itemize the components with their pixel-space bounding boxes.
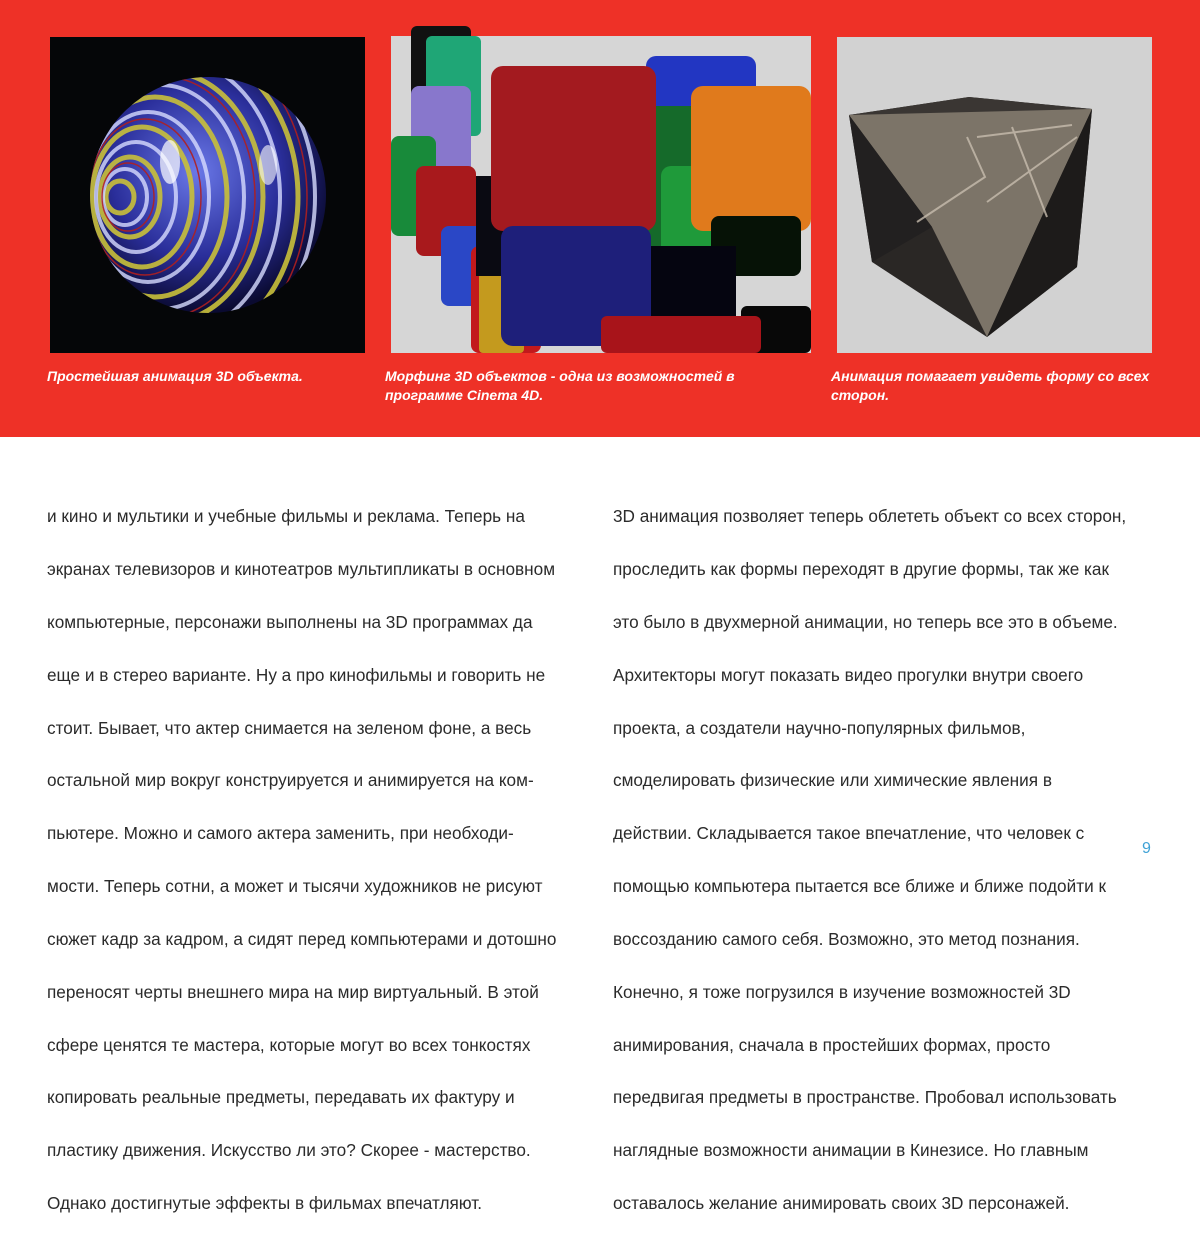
text-line: это было в двухмерной анимации, но теперь все это в объеме. xyxy=(613,612,1118,633)
page-number: 9 xyxy=(1142,840,1151,857)
text-line: копировать реальные предметы, передавать их фактуру и xyxy=(47,1087,515,1108)
text-line: оставалось желание анимировать своих 3D персонажей. xyxy=(613,1192,1070,1213)
text-line: 3D анимация позволяет теперь облететь объект со всех сторон, xyxy=(613,506,1127,527)
text-line: Конечно, я тоже погрузился в изучение возможностей 3D xyxy=(613,981,1071,1002)
spiral-sphere-image xyxy=(50,37,365,353)
text-line: проекта, а создатели научно-популярных фильмов, xyxy=(613,717,1026,738)
text-line: сюжет кадр за кадром, а сидят перед компьютерами и дотошно xyxy=(47,928,557,949)
textured-cube-image xyxy=(837,37,1152,353)
text-line: действии. Складывается такое впечатление, что человек с xyxy=(613,823,1085,844)
text-line: передвигая предметы в пространстве. Пробовал использовать xyxy=(613,1087,1117,1108)
text-line: еще и в стерео варианте. Ну а про кинофильмы и говорить не xyxy=(47,664,546,685)
text-line: проследить как формы переходят в другие формы, так же как xyxy=(613,559,1110,580)
text-line: Однако достигнутые эффекты в фильмах впечатляют. xyxy=(47,1192,483,1213)
text-line: мости. Теперь сотни, а может и тысячи художников не рисуют xyxy=(47,876,543,897)
text-line: пьютере. Можно и самого актера заменить, при необходи- xyxy=(47,823,514,844)
figure-caption-3: Анимация помагает увидеть форму со всех сторон. xyxy=(831,368,1150,403)
body-column-left xyxy=(47,477,592,1243)
morphing-cubes-image xyxy=(391,36,811,353)
text-line: сфере ценятся те мастера, которые могут во всех тонкостях xyxy=(47,1034,531,1055)
text-line: смоделировать физические или химические явления в xyxy=(613,770,1052,791)
text-line: анимирования, сначала в простейших формах, просто xyxy=(613,1034,1051,1055)
text-line: Архитекторы могут показать видео прогулки внутри своего xyxy=(613,664,1084,685)
figure-caption-1: Простейшая анимация 3D объекта. xyxy=(47,368,303,384)
figure-caption-2: Морфинг 3D объектов - одна из возможностей в программе Cinema 4D. xyxy=(385,368,735,403)
text-line: наглядные возможности анимации в Кинезисе. Но главным xyxy=(613,1140,1089,1161)
text-line: помощью компьютера пытается все ближе и ближе подойти к xyxy=(613,876,1106,897)
text-line: компьютерные, персонажи выполнены на 3D программах да xyxy=(47,612,533,633)
text-line: пластику движения. Искусство ли это? Скорее - мастерство. xyxy=(47,1140,531,1161)
text-line: экранах телевизоров и кинотеатров мультипликаты в основном xyxy=(47,559,556,580)
text-line: воссозданию самого себя. Возможно, это метод познания. xyxy=(613,928,1080,949)
body-column-right xyxy=(613,477,1163,1243)
text-line: и кино и мультики и учебные фильмы и реклама. Теперь на xyxy=(47,506,525,527)
text-line: переносят черты внешнего мира на мир виртуальный. В этой xyxy=(47,981,539,1002)
text-line: остальной мир вокруг конструируется и анимируется на ком- xyxy=(47,770,534,791)
text-line: стоит. Бывает, что актер снимается на зеленом фоне, а весь xyxy=(47,717,532,738)
